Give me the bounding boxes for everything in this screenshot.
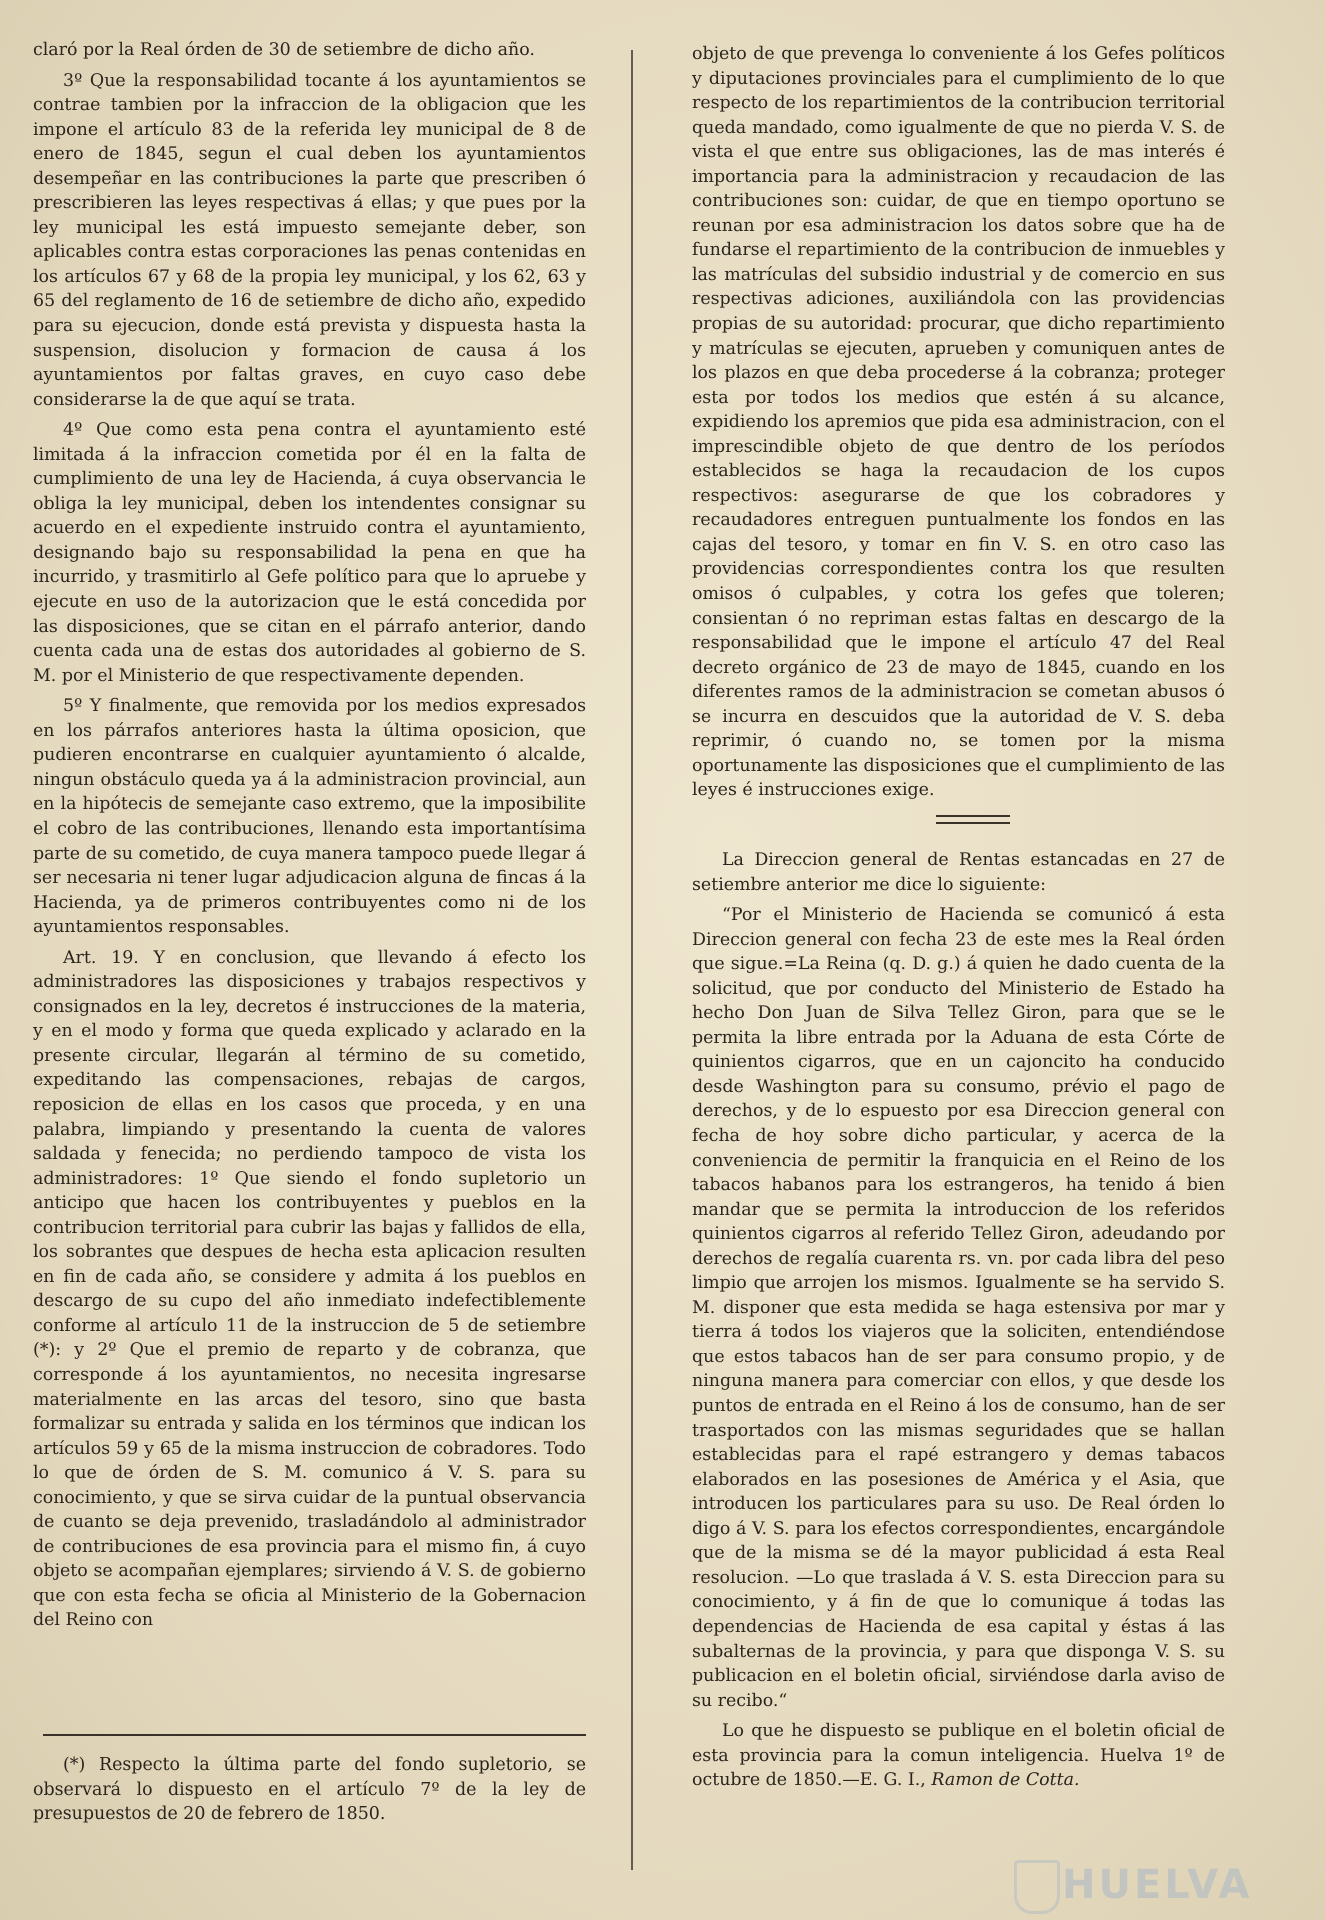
paragraph-real-orden: “Por el Ministerio de Hacienda se comunicó á esta Direccion general con fecha 23 de este mes la Real órden que sigue.=La Reina (q. D. g.) á quien he dado cuenta de la solicitud, que por conducto del Ministerio de Estado ha hecho Don Juan de Silva Tellez Giron, para que se le permita la libre entrada por la Aduana de esta Córte de quinientos cigarros, que en un cajoncito ha conducido desde Washington para su consumo, prévio el pago de derechos, y de lo espuesto por esa Direccion general con fecha de hoy sobre dicho particular, y acerca de la conveniencia de permitir la franquicia en el Reino de los tabacos habanos para los estrangeros, ha tenido á bien mandar que se permita la introduccion de los referidos quinientos cigarros al referido Tellez Giron, adeudando por derechos de regalía cuarenta rs. vn. por cada libra del peso limpio que arrojen los mismos. Igualmente se ha servido S. M. disponer que esta medida se haga estensiva por mar y tierra á todos los viajeros que la soliciten, entendiéndose que estos tabacos han de ser para consumo propio, y de ninguna manera para comerciar con ellos, y que desde los puntos de entrada en el Reino á los de consumo, han de ser trasportados con las mismas seguridades que se hallan establecidas para el rapé estrangero y demas tabacos elaborados en las posesiones de América y el Asia, que introducen los particulares para su uso. De Real órden lo digo á V. S. para los efectos correspondientes, encargándole que de la misma se dé la mayor publicidad á esta Real resolucion. —Lo que traslada á V. S. esta Direccion para su conocimiento, y á fin de que lo comunique á todas las dependencias de Hacienda de esa capital y éstas á las subalternas de la provincia, y para que disponga V. S. su publicacion en el boletin oficial, sirviéndose darla aviso de su recibo.“ xyxy=(692,905,1225,1711)
closing-text: Lo que he dispuesto se publique en el boletin oficial de esta provincia para la comun inteligencia. Huelva 1º de octubre de 1850.—E. G. I., xyxy=(692,1721,1225,1791)
paragraph-direccion-rentas: La Direccion general de Rentas estancadas en 27 de setiembre anterior me dice lo siguiente: xyxy=(692,850,1225,895)
footnote-text: (*) Respecto la última parte del fondo supletorio, se observará lo dispuesto en el artículo 7º de la ley de presupuestos de 20 de febrero de 1850. xyxy=(33,1755,586,1825)
paragraph-right-continuation: objeto de que prevenga lo conveniente á los Gefes políticos y diputaciones provinciales para el cumplimiento de lo que respecto de los repartimientos de la contribucion territorial queda mandado, como igualmente de que no pierda V. S. de vista el que entre sus obligaciones, las de mas interés é importancia para la administracion y recaudacion de las contribuciones son: cuidar, de que en tiempo oportuno se reunan por esa administracion los datos sobre que ha de fundarse el repartimiento de la contribucion de inmuebles y las matrículas del subsidio industrial y de comercio en sus respectivas adiciones, auxiliándola con las providencias propias de su autoridad: procurar, que dicho repartimiento y matrículas se ejecuten, aprueben y comuniquen antes de los plazos en que deba procederse á la cobranza; proteger esta por todos los medios que estén á su alcance, expidiendo los apremios que pida esa administracion, con el imprescindible objeto de que dentro de los períodos establecidos se haga la recaudacion de los cupos respectivos: asegurarse de que los cobradores y recaudadores entreguen puntualmente los fondos en las cajas del tesoro, y tomar en fin V. S. en otro caso las providencias correspondientes contra los que resulten omisos ó culpables, y cotra los gefes que toleren; consientan ó no repriman estas faltas en descargo de la responsabilidad que le impone el artículo 47 del Real decreto orgánico de 23 de mayo de 1845, cuando en los diferentes ramos de la administracion se cometan abusos ó se incurra en descuidos que la autoridad de V. S. deba reprimir, ó cuando no, se tomen por la misma oportunamente las disposiciones que el cumplimiento de las leyes é instrucciones exige. xyxy=(692,44,1225,801)
section-separator xyxy=(936,815,1010,824)
right-column xyxy=(692,42,1225,809)
paragraph-article-19: Art. 19. Y en conclusion, que llevando á efecto los administradores las disposiciones y trabajos respectivos y consignados en la ley, decretos é instrucciones de la materia, y en el modo y forma que queda explicado y aclarado en la presente circular, llegarán al término de su cometido, expeditando las compensaciones, rebajas de cargos, reposicion de ellas en los casos que proceda, y en una palabra, limpiando y presentando la cuenta de valores saldada y fenecida; no perdiendo tampoco de vista los administradores: 1º Que siendo el fondo supletorio un anticipo que hacen los contribuyentes y pueblos en la contribucion territorial para cubrir las bajas y fallidos de ella, los sobrantes que despues de hecha esta aplicacion resulten en fin de cada año, se considere y admita á los pueblos en descargo de su cupo del año inmediato indefectiblemente conforme al artículo 11 de la instruccion de 5 de setiembre (*): y 2º Que el premio de reparto y de cobranza, que corresponde á los ayuntamientos, no necesita ingresarse materialmente en las arcas del tesoro, sino que basta formalizar su entrada y salida en los términos que indican los artículos 59 y 65 de la misma instruccion de cobradores. Todo lo que de órden de S. M. comunico á V. S. para su conocimiento, y que se sirva cuidar de la puntual observancia de cuanto se deja prevenido, trasladándolo al administrador de contribuciones de esa provincia para el mismo fin, á cuyo objeto se acompañan ejemplares; sirviendo á V. S. de gobierno que con esta fecha se oficia al Ministerio de la Gobernacion del Reino con xyxy=(33,947,586,1631)
left-column xyxy=(33,38,586,1633)
right-column-section-2 xyxy=(692,848,1225,1799)
footnote-divider xyxy=(43,1734,586,1736)
footnote xyxy=(33,1753,586,1827)
archive-watermark: HUELVA xyxy=(1062,1862,1253,1908)
paragraph-point-4: 4º Que como esta pena contra el ayuntamiento esté limitada á la infraccion cometida por él en la falta de cumplimiento de una ley de Hacienda, á cuya observancia le obliga la ley municipal, deben los intendentes consignar su acuerdo en el expediente instruido contra el ayuntamiento, designando bajo su responsabilidad la pena en que ha incurrido, y trasmitirlo al Gefe político para que lo apruebe y ejecute en uso de la autorizacion que le está concedida por las disposiciones, que se citan en el párrafo anterior, dando cuenta cada una de estas dos autoridades al gobierno de S. M. por el Ministerio de que respectivamente dependen. xyxy=(33,420,586,686)
signature: Ramon de Cotta. xyxy=(931,1770,1080,1791)
paragraph-point-5: 5º Y finalmente, que removida por los medios expresados en los párrafos anteriores hasta la última oposicion, que pudieren encontrarse en cualquier ayuntamiento ó alcalde, ningun obstáculo queda ya á la administracion provincial, aun en la hipótecis de semejante caso extremo, que la imposibilite el cobro de las contribuciones, llenando esta importantísima parte de su cometido, de cuya manera tampoco puede llegar á ser necesaria ni tener lugar adjudicacion alguna de fincas á la Hacienda, ya de primeros contribuyentes como ni de los ayuntamientos responsables. xyxy=(33,696,586,938)
column-divider xyxy=(631,50,633,1870)
paragraph-point-3: 3º Que la responsabilidad tocante á los ayuntamientos se contrae tambien por la infraccion de la obligacion que les impone el artículo 83 de la referida ley municipal de 8 de enero de 1845, segun el cual deben los ayuntamientos desempeñar en las contribuciones la parte que prescriben ó prescribieren las leyes respectivas á ellas; y que pues por la ley municipal les está impuesto semejante deber, son aplicables contra estas corporaciones las penas contenidas en los artículos 67 y 68 de la propia ley municipal, y los 62, 63 y 65 del reglamento de 16 de setiembre de dicho año, expedido para su ejecucion, donde está prevista y dispuesta hasta la suspension, disolucion y formacion de causa á los ayuntamientos por faltas graves, en cuyo caso debe considerarse la de que aquí se trata. xyxy=(33,70,586,410)
paragraph-continuation: claró por la Real órden de 30 de setiembre de dicho año. xyxy=(33,40,535,60)
paragraph-closing xyxy=(692,1719,1225,1793)
archive-seal-icon xyxy=(1014,1860,1060,1914)
